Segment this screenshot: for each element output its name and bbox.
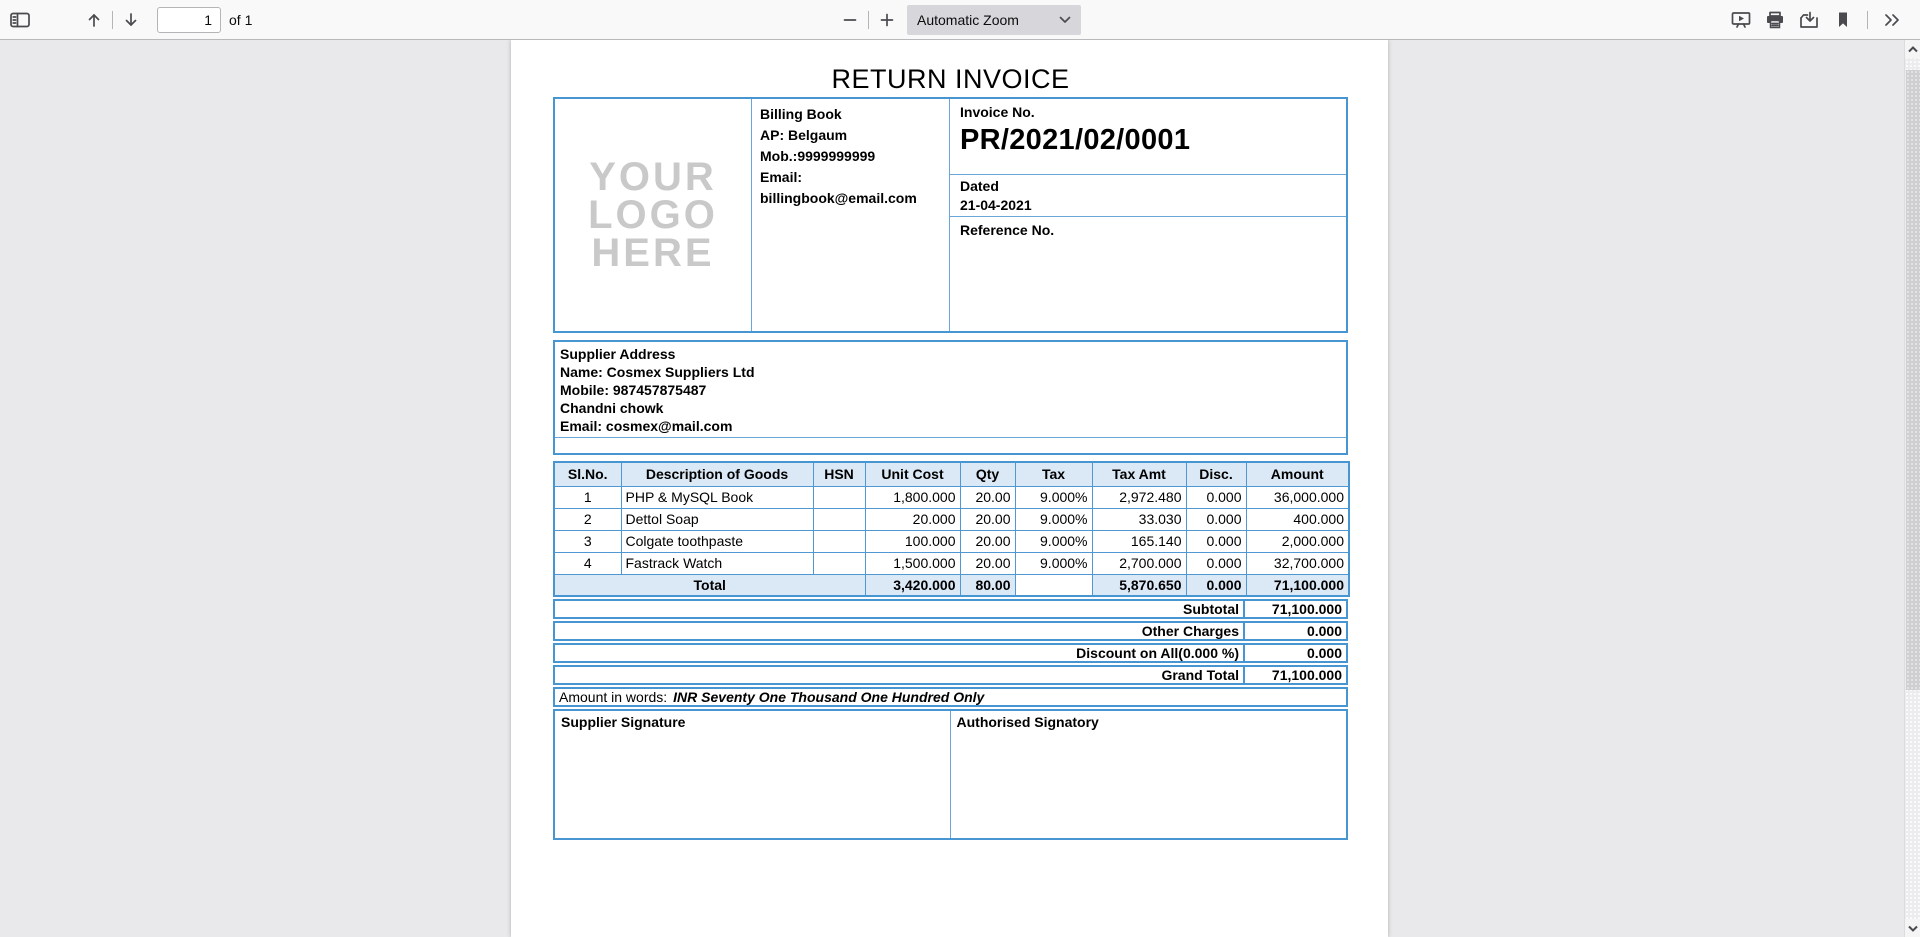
cell-unit-cost: 20.000 [865, 508, 960, 530]
table-row [554, 486, 1349, 508]
scroll-up-button[interactable] [1905, 40, 1920, 58]
vertical-scrollbar[interactable] [1904, 40, 1920, 937]
items-table [553, 461, 1350, 597]
cell-slno: 2 [554, 508, 621, 530]
sidebar-icon [10, 12, 30, 28]
zoom-in-button[interactable] [873, 6, 901, 34]
cell-description: PHP & MySQL Book [621, 486, 813, 508]
cell-qty: 20.00 [960, 552, 1015, 574]
cell-qty: 20.00 [960, 508, 1015, 530]
billing-company-block [752, 99, 950, 331]
col-header: Tax [1015, 462, 1092, 486]
tools-menu-button[interactable] [1878, 6, 1906, 34]
total-tax [1015, 574, 1092, 596]
cell-slno: 3 [554, 530, 621, 552]
amount-in-words-label: Amount in words: [559, 689, 668, 705]
cell-description: Dettol Soap [621, 508, 813, 530]
double-chevron-right-icon [1882, 12, 1902, 28]
summary-value: 71,100.000 [1271, 601, 1342, 617]
summary-row-grand-total [553, 665, 1348, 685]
company-email: billingbook@email.com [760, 190, 917, 206]
cell-hsn [813, 486, 865, 508]
cell-tax-amt: 2,972.480 [1092, 486, 1186, 508]
previous-page-button[interactable] [80, 6, 108, 34]
summary-value: 0.000 [1306, 645, 1342, 661]
cell-unit-cost: 100.000 [865, 530, 960, 552]
pdf-page [511, 40, 1388, 937]
cell-unit-cost: 1,800.000 [865, 486, 960, 508]
next-page-button[interactable] [117, 6, 145, 34]
toolbar-divider [1867, 11, 1868, 29]
table-header-row [554, 462, 1349, 486]
cell-qty: 20.00 [960, 530, 1015, 552]
dated-value: 21-04-2021 [960, 197, 1032, 213]
cell-tax: 9.000% [1015, 530, 1092, 552]
bookmark-icon [1835, 11, 1851, 29]
supplier-mobile: Mobile: 987457875487 [560, 382, 707, 398]
supplier-name: Name: Cosmex Suppliers Ltd [560, 364, 755, 380]
chevron-down-icon [1908, 919, 1918, 937]
summary-label: Discount on All(0.000 %) [555, 645, 1245, 661]
page-count-label: of 1 [229, 11, 253, 28]
toolbar-divider [868, 11, 869, 29]
pdf-viewer-toolbar [0, 0, 1920, 40]
chevron-up-icon [1908, 40, 1918, 58]
supplier-heading: Supplier Address [560, 346, 676, 362]
plus-icon [879, 12, 895, 28]
cell-amount: 400.000 [1246, 508, 1349, 530]
total-tax-amt: 5,870.650 [1092, 574, 1186, 596]
authorised-signatory-cell: Authorised Signatory [956, 714, 1099, 730]
scroll-down-button[interactable] [1905, 919, 1920, 937]
zoom-level-select[interactable] [907, 5, 1081, 35]
total-unit-cost: 3,420.000 [865, 574, 960, 596]
invoice-number: PR/2021/02/0001 [960, 124, 1191, 156]
col-header: Sl.No. [554, 462, 621, 486]
company-email-label: Email: [760, 169, 803, 185]
total-amount: 71,100.000 [1246, 574, 1349, 596]
current-view-button[interactable] [1829, 6, 1857, 34]
supplier-address-box [553, 340, 1348, 455]
zoom-level-value: Automatic Zoom [917, 11, 1019, 28]
company-name: Billing Book [760, 106, 842, 122]
download-icon [1799, 11, 1819, 29]
invoice-title: RETURN INVOICE [831, 64, 1070, 94]
col-header: Tax Amt [1092, 462, 1186, 486]
scrollbar-thumb[interactable] [1906, 70, 1920, 690]
page-number-input[interactable] [157, 7, 221, 33]
col-header: Qty [960, 462, 1015, 486]
logo-text-line: YOUR [589, 155, 717, 199]
total-label: Total [554, 574, 865, 596]
presentation-icon [1731, 11, 1751, 29]
cell-disc: 0.000 [1186, 530, 1246, 552]
logo-text-line: HERE [591, 231, 715, 275]
total-qty: 80.00 [960, 574, 1015, 596]
cell-hsn [813, 508, 865, 530]
cell-tax: 9.000% [1015, 486, 1092, 508]
cell-hsn [813, 530, 865, 552]
total-disc: 0.000 [1186, 574, 1246, 596]
amount-in-words-value: INR Seventy One Thousand One Hundred Only [673, 689, 985, 705]
cell-disc: 0.000 [1186, 508, 1246, 530]
summary-value: 0.000 [1306, 623, 1342, 639]
chevron-down-icon [1059, 11, 1071, 29]
company-location: AP: Belgaum [760, 127, 848, 143]
toggle-sidebar-button[interactable] [6, 6, 34, 34]
print-button[interactable] [1761, 6, 1789, 34]
arrow-up-icon [86, 11, 102, 29]
reference-no-label: Reference No. [960, 222, 1055, 238]
col-header: HSN [813, 462, 865, 486]
cell-disc: 0.000 [1186, 552, 1246, 574]
supplier-street: Chandni chowk [560, 400, 664, 416]
col-header: Unit Cost [865, 462, 960, 486]
col-header: Disc. [1186, 462, 1246, 486]
cell-tax: 9.000% [1015, 508, 1092, 530]
col-header: Amount [1246, 462, 1349, 486]
minus-icon [842, 12, 858, 28]
print-icon [1765, 11, 1785, 29]
toolbar-divider [112, 11, 113, 29]
dated-label: Dated [960, 178, 999, 194]
summary-value: 71,100.000 [1271, 667, 1342, 683]
signature-box [553, 709, 1348, 840]
download-button[interactable] [1795, 6, 1823, 34]
invoice-meta-block [950, 99, 1346, 331]
invoice-no-label: Invoice No. [960, 104, 1035, 120]
cell-amount: 2,000.000 [1246, 530, 1349, 552]
cell-slno: 4 [554, 552, 621, 574]
cell-tax-amt: 33.030 [1092, 508, 1186, 530]
cell-disc: 0.000 [1186, 486, 1246, 508]
cell-amount: 36,000.000 [1246, 486, 1349, 508]
cell-qty: 20.00 [960, 486, 1015, 508]
invoice-header-box [553, 97, 1348, 333]
table-row [554, 508, 1349, 530]
cell-tax-amt: 2,700.000 [1092, 552, 1186, 574]
cell-description: Fastrack Watch [621, 552, 813, 574]
col-header: Description of Goods [621, 462, 813, 486]
presentation-mode-button[interactable] [1727, 6, 1755, 34]
cell-tax: 9.000% [1015, 552, 1092, 574]
logo-text-line: LOGO [588, 193, 718, 237]
summary-label: Subtotal [555, 601, 1245, 617]
summary-label: Other Charges [555, 623, 1245, 639]
company-mobile: Mob.:9999999999 [760, 148, 876, 164]
cell-hsn [813, 552, 865, 574]
table-row [554, 530, 1349, 552]
cell-tax-amt: 165.140 [1092, 530, 1186, 552]
arrow-down-icon [123, 11, 139, 29]
amount-in-words-row [553, 687, 1348, 707]
cell-description: Colgate toothpaste [621, 530, 813, 552]
cell-amount: 32,700.000 [1246, 552, 1349, 574]
zoom-out-button[interactable] [836, 6, 864, 34]
supplier-email: Email: cosmex@mail.com [560, 418, 733, 434]
table-row [554, 552, 1349, 574]
cell-unit-cost: 1,500.000 [865, 552, 960, 574]
cell-slno: 1 [554, 486, 621, 508]
supplier-signature-cell: Supplier Signature [555, 711, 951, 838]
summary-row-discount [553, 643, 1348, 663]
summary-row-subtotal [553, 599, 1348, 619]
summary-row-other-charges [553, 621, 1348, 641]
table-total-row [554, 574, 1349, 596]
logo-placeholder [555, 99, 752, 331]
summary-label: Grand Total [555, 667, 1245, 683]
